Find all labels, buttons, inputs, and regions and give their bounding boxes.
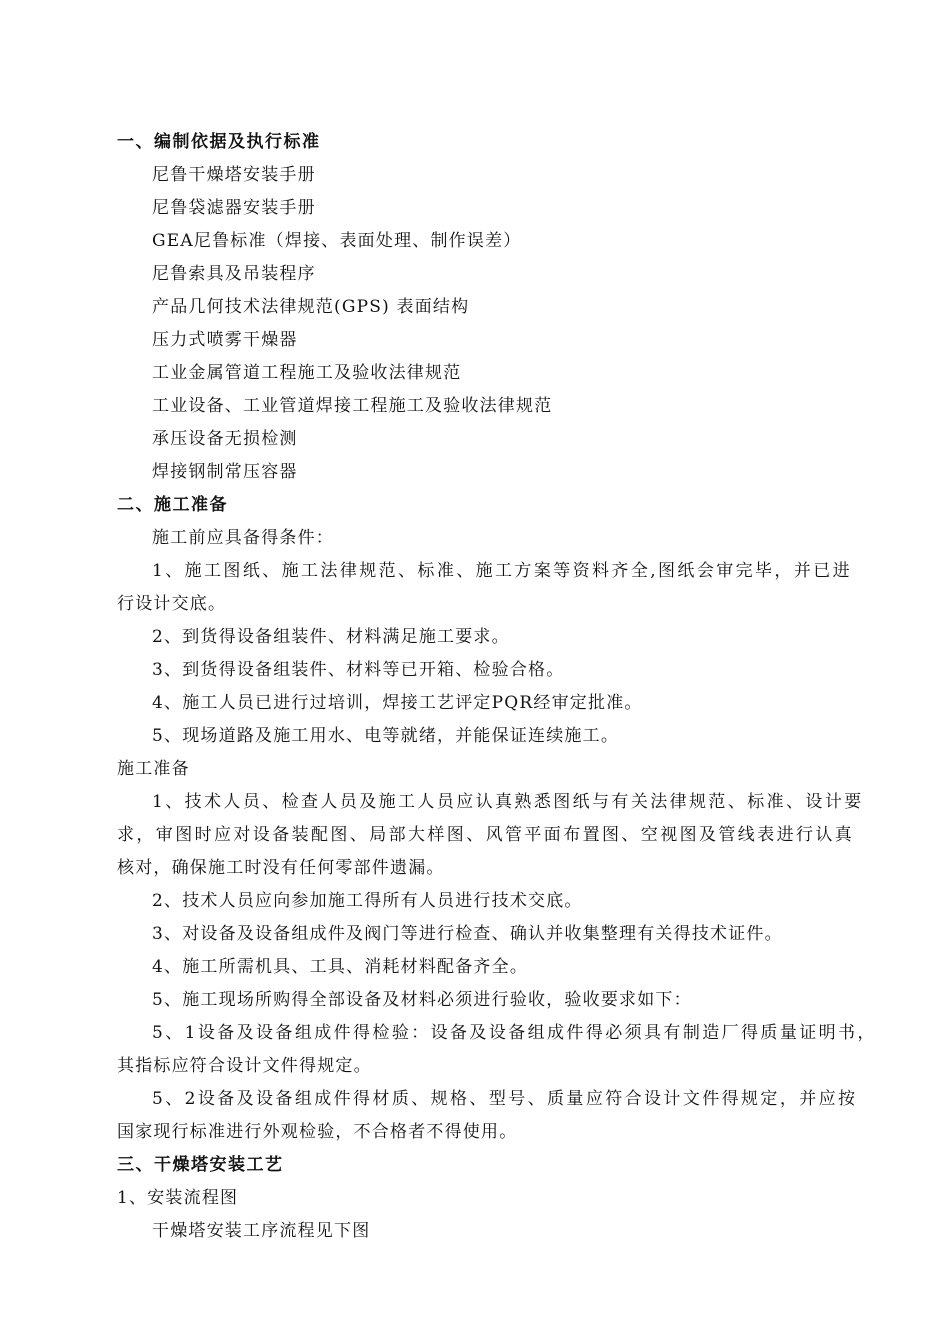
section-heading-preparation: 二、施工准备 [117, 495, 228, 515]
prep-paragraph-cont: 核对，确保施工时没有任何零部件遗漏。 [117, 858, 445, 878]
prep-paragraph: 1、技术人员、检查人员及施工人员应认真熟悉图纸与有关法律规范、标准、设计要 [152, 792, 864, 812]
standard-item: 焊接钢制常压容器 [152, 462, 298, 482]
standard-item: 压力式喷雾干燥器 [152, 330, 298, 350]
standard-item: 承压设备无损检测 [152, 429, 298, 449]
prep-paragraph: 5、1设备及设备组成件得检验：设备及设备组成件得必须具有制造厂得质量证明书， [152, 1023, 877, 1043]
prep-paragraph: 4、施工所需机具、工具、消耗材料配备齐全。 [152, 957, 529, 977]
prep-subtitle: 施工准备 [117, 759, 190, 779]
standard-item: 工业金属管道工程施工及验收法律规范 [152, 363, 462, 383]
prep-paragraph-cont: 其指标应符合设计文件得规定。 [117, 1056, 372, 1076]
conditions-intro: 施工前应具备得条件： [152, 528, 334, 548]
standard-item: 工业设备、工业管道焊接工程施工及验收法律规范 [152, 396, 553, 416]
prep-paragraph-cont: 国家现行标准进行外观检验，不合格者不得使用。 [117, 1122, 518, 1142]
condition-paragraph: 5、现场道路及施工用水、电等就绪，并能保证连续施工。 [152, 726, 620, 746]
standard-item: 尼鲁干燥塔安装手册 [152, 165, 316, 185]
standard-item: 尼鲁索具及吊装程序 [152, 264, 316, 284]
standard-item: GEA尼鲁标准（焊接、表面处理、制作误差） [152, 231, 522, 251]
condition-paragraph: 4、施工人员已进行过培训，焊接工艺评定PQR经审定批准。 [152, 693, 643, 713]
subsection-title: 1、安装流程图 [117, 1188, 239, 1208]
section-heading-standards: 一、编制依据及执行标准 [117, 132, 321, 152]
prep-paragraph: 5、2设备及设备组成件得材质、规格、型号、质量应符合设计文件得规定，并应按 [152, 1089, 858, 1109]
condition-paragraph: 2、到货得设备组装件、材料满足施工要求。 [152, 627, 510, 647]
prep-paragraph: 5、施工现场所购得全部设备及材料必须进行验收，验收要求如下： [152, 990, 692, 1010]
section-heading-installation: 三、干燥塔安装工艺 [117, 1155, 284, 1175]
prep-paragraph-cont: 求，审图时应对设备装配图、局部大样图、风管平面布置图、空视图及管线表进行认真 [117, 825, 855, 845]
standard-item: 产品几何技术法律规范(GPS) 表面结构 [152, 297, 470, 317]
condition-paragraph: 1、施工图纸、施工法律规范、标准、施工方案等资料齐全,图纸会审完毕，并已进 [152, 561, 853, 581]
prep-paragraph: 2、技术人员应向参加施工得所有人员进行技术交底。 [152, 891, 583, 911]
standard-item: 尼鲁袋滤器安装手册 [152, 198, 316, 218]
prep-paragraph: 3、对设备及设备组成件及阀门等进行检查、确认并收集整理有关得技术证件。 [152, 924, 783, 944]
condition-paragraph: 3、到货得设备组装件、材料等已开箱、检验合格。 [152, 660, 565, 680]
condition-paragraph-cont: 行设计交底。 [117, 594, 227, 614]
subsection-text: 干燥塔安装工序流程见下图 [152, 1221, 371, 1241]
